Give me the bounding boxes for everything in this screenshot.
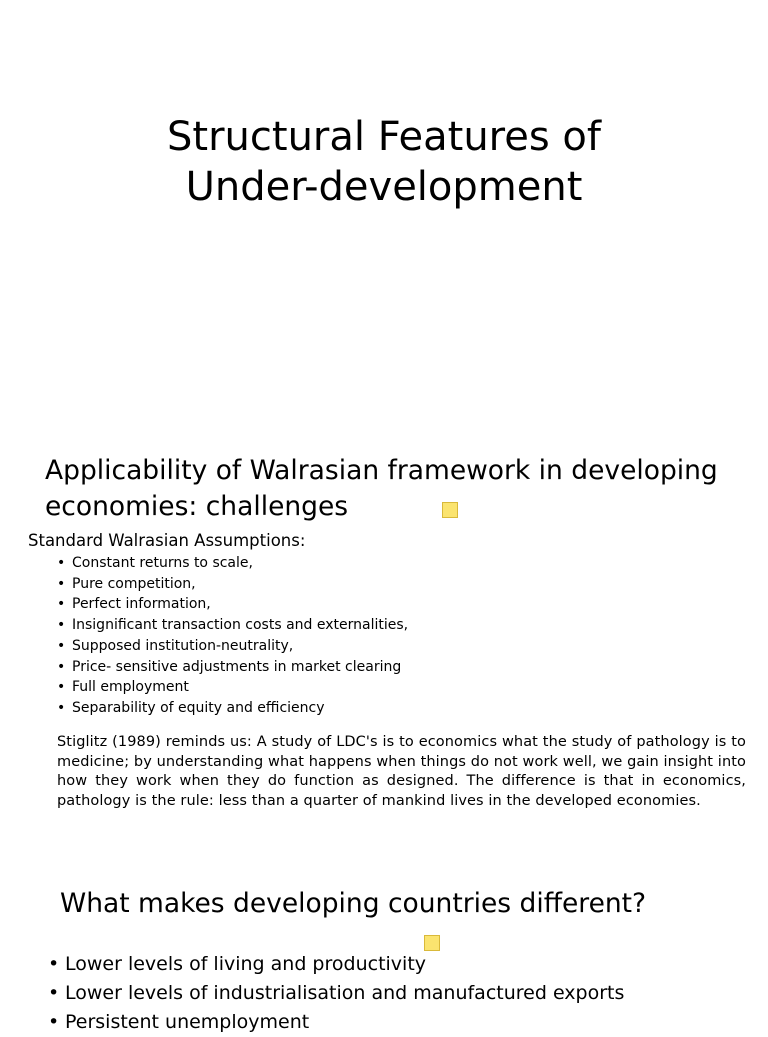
sticky-note-icon[interactable] <box>424 935 440 951</box>
assumption-item: • Pure competition, <box>57 574 408 595</box>
sticky-note-icon[interactable] <box>442 502 458 518</box>
slide-2-title <box>45 453 725 525</box>
slide-1-title-line-1: Structural Features of <box>167 114 601 160</box>
slide-1-title-line-2: Under-development <box>185 164 583 210</box>
assumption-item: • Supposed institution-neutrality, <box>57 636 408 657</box>
stiglitz-quote: Stiglitz (1989) reminds us: A study of LDC's is to economics what the study of pathology is to medicine; by understanding what happens when things do not work well, we gain insight into how they work when they do function as designed. The difference is that in economics, pathology is the rule: less than a quarter of mankind lives in the developed economies. <box>57 734 746 809</box>
slide-3-title: What makes developing countries different? <box>60 888 647 919</box>
assumption-item: • Full employment <box>57 677 408 698</box>
assumption-item: • Constant returns to scale, <box>57 553 408 574</box>
difference-item: • Lower levels of living and productivity <box>48 950 624 979</box>
difference-item: • Lower levels of industrialisation and manufactured exports <box>48 979 624 1008</box>
assumption-item: • Insignificant transaction costs and externalities, <box>57 615 408 636</box>
assumption-item: • Separability of equity and efficiency <box>57 698 408 719</box>
slide-walrasian <box>0 420 768 860</box>
slide-2-title-line-1: Applicability of Walrasian framework in developing <box>45 455 718 486</box>
slide-2-title-line-2: economies: challenges <box>45 491 349 522</box>
assumptions-heading: Standard Walrasian Assumptions: <box>28 531 306 550</box>
slide-title <box>0 0 768 420</box>
slide-differences <box>0 860 768 1033</box>
slide-1-title <box>0 112 768 212</box>
assumptions-list <box>57 553 408 719</box>
assumption-item: • Price- sensitive adjustments in market clearing <box>57 657 408 678</box>
difference-item: • Persistent unemployment <box>48 1008 624 1037</box>
assumption-item: • Perfect information, <box>57 594 408 615</box>
